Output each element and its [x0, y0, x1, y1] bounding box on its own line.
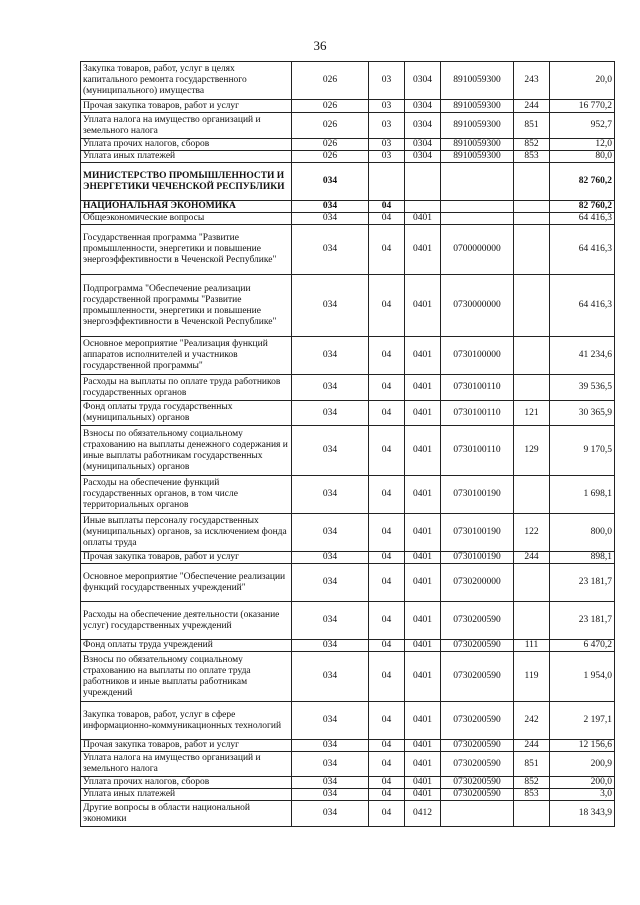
row-target-code: 0730100000: [441, 337, 514, 375]
row-amount: 9 170,5: [550, 426, 615, 476]
row-section-code: 04: [369, 564, 405, 602]
row-section-code: 04: [369, 777, 405, 789]
row-ministry-code: 034: [292, 426, 369, 476]
row-amount: 6 470,2: [550, 640, 615, 652]
row-name: МИНИСТЕРСТВО ПРОМЫШЛЕННОСТИ И ЭНЕРГЕТИКИ ЧЕЧЕНСКОЙ РЕСПУБЛИКИ: [81, 163, 292, 201]
row-amount: 1 698,1: [550, 476, 615, 514]
table-row: [81, 139, 615, 151]
row-amount: 20,0: [550, 62, 615, 100]
table-body: [81, 62, 615, 827]
row-target-code: 0730200590: [441, 602, 514, 640]
row-expense-type-code: 244: [514, 552, 550, 564]
row-subsection-code: 0304: [405, 62, 441, 100]
table-row: [81, 777, 615, 789]
row-ministry-code: 034: [292, 201, 369, 213]
row-name: Расходы на обеспечение функций государственных органов, в том числе территориальных органов: [81, 476, 292, 514]
row-section-code: 04: [369, 652, 405, 702]
row-section-code: 03: [369, 151, 405, 163]
row-amount: 1 954,0: [550, 652, 615, 702]
row-amount: 39 536,5: [550, 375, 615, 401]
row-subsection-code: 0401: [405, 789, 441, 801]
row-name: Фонд оплаты труда учреждений: [81, 640, 292, 652]
row-section-code: 04: [369, 426, 405, 476]
row-expense-type-code: 242: [514, 702, 550, 740]
row-ministry-code: 034: [292, 702, 369, 740]
row-subsection-code: 0401: [405, 702, 441, 740]
row-section-code: 04: [369, 401, 405, 426]
table-row: [81, 564, 615, 602]
row-section-code: 04: [369, 275, 405, 337]
row-name: НАЦИОНАЛЬНАЯ ЭКОНОМИКА: [81, 201, 292, 213]
row-amount: 16 770,2: [550, 100, 615, 113]
row-amount: 23 181,7: [550, 564, 615, 602]
row-target-code: 0730200590: [441, 789, 514, 801]
row-name: Основное мероприятие "Реализация функций аппаратов исполнителей и участников государственной программы": [81, 337, 292, 375]
row-expense-type-code: [514, 225, 550, 275]
row-subsection-code: 0401: [405, 426, 441, 476]
row-name: Прочая закупка товаров, работ и услуг: [81, 552, 292, 564]
row-expense-type-code: 244: [514, 740, 550, 752]
row-ministry-code: 034: [292, 213, 369, 225]
row-subsection-code: 0412: [405, 801, 441, 827]
row-target-code: 0730200590: [441, 740, 514, 752]
row-name: Основное мероприятие "Обеспечение реализации функций государственных учреждений": [81, 564, 292, 602]
row-amount: 64 416,3: [550, 225, 615, 275]
row-section-code: 04: [369, 602, 405, 640]
row-amount: 64 416,3: [550, 275, 615, 337]
table-row: [81, 740, 615, 752]
row-target-code: 0730000000: [441, 275, 514, 337]
row-expense-type-code: 853: [514, 789, 550, 801]
row-section-code: 04: [369, 201, 405, 213]
row-ministry-code: 034: [292, 777, 369, 789]
row-section-code: 03: [369, 100, 405, 113]
row-expense-type-code: [514, 337, 550, 375]
row-subsection-code: 0401: [405, 275, 441, 337]
row-target-code: 0730200590: [441, 652, 514, 702]
row-section-code: 04: [369, 789, 405, 801]
table-row: [81, 789, 615, 801]
row-subsection-code: 0401: [405, 213, 441, 225]
row-name: Уплата прочих налогов, сборов: [81, 139, 292, 151]
row-name: Иные выплаты персоналу государственных (муниципальных) органов, за исключением фонда оплаты труда: [81, 514, 292, 552]
row-section-code: 04: [369, 514, 405, 552]
row-expense-type-code: 851: [514, 752, 550, 777]
row-name: Другие вопросы в области национальной экономики: [81, 801, 292, 827]
row-section-code: 04: [369, 740, 405, 752]
row-amount: 41 234,6: [550, 337, 615, 375]
row-amount: 200,9: [550, 752, 615, 777]
page-number: 36: [313, 38, 327, 53]
row-ministry-code: 034: [292, 602, 369, 640]
row-subsection-code: 0401: [405, 476, 441, 514]
row-name: Общеэкономические вопросы: [81, 213, 292, 225]
row-section-code: 04: [369, 640, 405, 652]
table-row: [81, 163, 615, 201]
row-amount: 800,0: [550, 514, 615, 552]
table-row: [81, 801, 615, 827]
row-subsection-code: 0401: [405, 777, 441, 789]
table-row: [81, 602, 615, 640]
row-subsection-code: 0401: [405, 401, 441, 426]
row-name: Уплата налога на имущество организаций и земельного налога: [81, 752, 292, 777]
row-ministry-code: 026: [292, 62, 369, 100]
row-subsection-code: 0401: [405, 552, 441, 564]
row-name: Уплата налога на имущество организаций и земельного налога: [81, 113, 292, 139]
row-ministry-code: 026: [292, 100, 369, 113]
row-name: Взносы по обязательному социальному страхованию на выплаты денежного содержания и иные выплаты работникам государственных (муниципальных) органов: [81, 426, 292, 476]
table-row: [81, 702, 615, 740]
row-target-code: 0730100190: [441, 552, 514, 564]
row-target-code: 8910059300: [441, 151, 514, 163]
row-expense-type-code: [514, 213, 550, 225]
row-expense-type-code: 244: [514, 100, 550, 113]
row-section-code: 04: [369, 801, 405, 827]
table-row: [81, 426, 615, 476]
row-expense-type-code: 121: [514, 401, 550, 426]
row-target-code: 0700000000: [441, 225, 514, 275]
row-amount: 200,0: [550, 777, 615, 789]
row-target-code: 0730100190: [441, 476, 514, 514]
row-target-code: 0730200590: [441, 752, 514, 777]
row-ministry-code: 034: [292, 740, 369, 752]
table-row: [81, 337, 615, 375]
row-target-code: [441, 213, 514, 225]
table-row: [81, 652, 615, 702]
row-subsection-code: [405, 163, 441, 201]
table-row: [81, 640, 615, 652]
row-section-code: [369, 163, 405, 201]
row-name: Прочая закупка товаров, работ и услуг: [81, 740, 292, 752]
row-ministry-code: 034: [292, 337, 369, 375]
row-expense-type-code: [514, 564, 550, 602]
row-name: Уплата иных платежей: [81, 151, 292, 163]
row-section-code: 04: [369, 702, 405, 740]
row-amount: 898,1: [550, 552, 615, 564]
row-name: Подпрограмма "Обеспечение реализации государственной программы "Развитие промышленности, энергетики и повышение энергоэффективности в Чеченской Республике": [81, 275, 292, 337]
row-section-code: 04: [369, 225, 405, 275]
row-name: Расходы на выплаты по оплате труда работников государственных органов: [81, 375, 292, 401]
row-section-code: 03: [369, 113, 405, 139]
row-expense-type-code: 122: [514, 514, 550, 552]
row-section-code: 04: [369, 552, 405, 564]
row-expense-type-code: 852: [514, 777, 550, 789]
row-subsection-code: 0401: [405, 752, 441, 777]
row-expense-type-code: [514, 476, 550, 514]
row-name: Взносы по обязательному социальному страхованию на выплаты по оплате труда работников и иные выплаты работникам учреждений: [81, 652, 292, 702]
table-row: [81, 201, 615, 213]
row-amount: 12,0: [550, 139, 615, 151]
row-expense-type-code: 129: [514, 426, 550, 476]
row-amount: 3,0: [550, 789, 615, 801]
row-ministry-code: 026: [292, 113, 369, 139]
row-amount: 18 343,9: [550, 801, 615, 827]
row-ministry-code: 026: [292, 139, 369, 151]
row-name: Государственная программа "Развитие промышленности, энергетики и повышение энергоэффективности в Чеченской Республике": [81, 225, 292, 275]
row-ministry-code: 034: [292, 564, 369, 602]
row-amount: 80,0: [550, 151, 615, 163]
row-subsection-code: 0401: [405, 652, 441, 702]
row-target-code: 0730200590: [441, 777, 514, 789]
row-amount: 2 197,1: [550, 702, 615, 740]
row-expense-type-code: 243: [514, 62, 550, 100]
table-row: [81, 213, 615, 225]
row-subsection-code: 0401: [405, 740, 441, 752]
row-amount: 82 760,2: [550, 163, 615, 201]
row-subsection-code: 0304: [405, 113, 441, 139]
row-name: Уплата прочих налогов, сборов: [81, 777, 292, 789]
row-subsection-code: 0401: [405, 640, 441, 652]
row-ministry-code: 026: [292, 151, 369, 163]
table-row: [81, 275, 615, 337]
row-expense-type-code: [514, 375, 550, 401]
table-row: [81, 514, 615, 552]
row-section-code: 03: [369, 62, 405, 100]
row-ministry-code: 034: [292, 375, 369, 401]
table-row: [81, 100, 615, 113]
row-section-code: 04: [369, 476, 405, 514]
row-expense-type-code: [514, 201, 550, 213]
row-subsection-code: 0401: [405, 602, 441, 640]
row-amount: 12 156,6: [550, 740, 615, 752]
row-target-code: 8910059300: [441, 100, 514, 113]
row-ministry-code: 034: [292, 552, 369, 564]
row-expense-type-code: 852: [514, 139, 550, 151]
row-expense-type-code: 111: [514, 640, 550, 652]
row-target-code: 8910059300: [441, 139, 514, 151]
row-section-code: 04: [369, 213, 405, 225]
table-row: [81, 62, 615, 100]
row-target-code: 0730200590: [441, 702, 514, 740]
row-ministry-code: 034: [292, 476, 369, 514]
row-expense-type-code: 853: [514, 151, 550, 163]
row-target-code: 0730100110: [441, 401, 514, 426]
row-name: Расходы на обеспечение деятельности (оказание услуг) государственных учреждений: [81, 602, 292, 640]
row-subsection-code: 0401: [405, 225, 441, 275]
row-ministry-code: 034: [292, 752, 369, 777]
row-amount: 30 365,9: [550, 401, 615, 426]
row-section-code: 04: [369, 337, 405, 375]
row-name: Закупка товаров, работ, услуг в целях капитального ремонта государственного (муниципального) имущества: [81, 62, 292, 100]
row-expense-type-code: [514, 275, 550, 337]
table-row: [81, 113, 615, 139]
row-expense-type-code: 119: [514, 652, 550, 702]
row-section-code: 04: [369, 752, 405, 777]
row-target-code: 0730100190: [441, 514, 514, 552]
row-ministry-code: 034: [292, 401, 369, 426]
row-ministry-code: 034: [292, 163, 369, 201]
row-ministry-code: 034: [292, 225, 369, 275]
row-ministry-code: 034: [292, 275, 369, 337]
table-row: [81, 375, 615, 401]
row-target-code: [441, 163, 514, 201]
row-amount: 64 416,3: [550, 213, 615, 225]
row-target-code: [441, 201, 514, 213]
row-target-code: 0730100110: [441, 375, 514, 401]
table-row: [81, 151, 615, 163]
row-expense-type-code: 851: [514, 113, 550, 139]
row-expense-type-code: [514, 801, 550, 827]
row-subsection-code: 0304: [405, 139, 441, 151]
row-subsection-code: 0304: [405, 100, 441, 113]
row-name: Закупка товаров, работ, услуг в сфере информационно-коммуникационных технологий: [81, 702, 292, 740]
row-expense-type-code: [514, 602, 550, 640]
budget-table: [80, 61, 615, 827]
table-row: [81, 225, 615, 275]
row-amount: 952,7: [550, 113, 615, 139]
row-subsection-code: [405, 201, 441, 213]
table-row: [81, 476, 615, 514]
row-ministry-code: 034: [292, 801, 369, 827]
row-section-code: 03: [369, 139, 405, 151]
table-row: [81, 752, 615, 777]
row-amount: 23 181,7: [550, 602, 615, 640]
row-subsection-code: 0401: [405, 375, 441, 401]
table-row: [81, 401, 615, 426]
row-target-code: 8910059300: [441, 113, 514, 139]
row-subsection-code: 0401: [405, 337, 441, 375]
row-subsection-code: 0401: [405, 564, 441, 602]
row-target-code: 8910059300: [441, 62, 514, 100]
row-expense-type-code: [514, 163, 550, 201]
row-subsection-code: 0401: [405, 514, 441, 552]
row-section-code: 04: [369, 375, 405, 401]
row-target-code: 0730100110: [441, 426, 514, 476]
row-target-code: 0730200590: [441, 640, 514, 652]
row-subsection-code: 0304: [405, 151, 441, 163]
row-ministry-code: 034: [292, 789, 369, 801]
row-name: Уплата иных платежей: [81, 789, 292, 801]
row-ministry-code: 034: [292, 514, 369, 552]
table-row: [81, 552, 615, 564]
row-name: Прочая закупка товаров, работ и услуг: [81, 100, 292, 113]
row-ministry-code: 034: [292, 640, 369, 652]
row-target-code: [441, 801, 514, 827]
row-amount: 82 760,2: [550, 201, 615, 213]
row-name: Фонд оплаты труда государственных (муниципальных) органов: [81, 401, 292, 426]
row-ministry-code: 034: [292, 652, 369, 702]
row-target-code: 0730200000: [441, 564, 514, 602]
